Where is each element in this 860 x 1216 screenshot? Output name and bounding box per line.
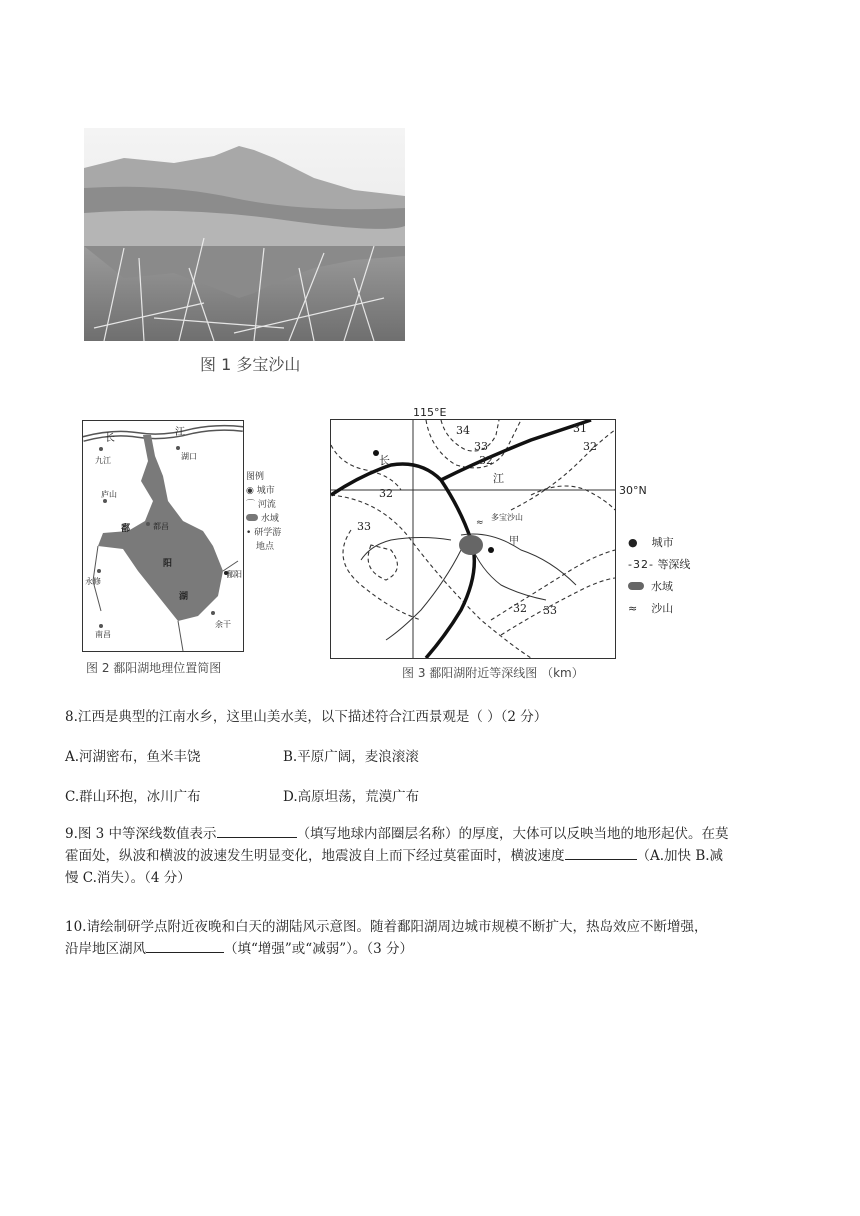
water-icon xyxy=(628,582,644,590)
contour-33a: 33 xyxy=(474,440,488,453)
sand-icon: ≈ xyxy=(628,602,638,615)
q9-text-1: 9.图 3 中等深线数值表示 xyxy=(65,826,217,842)
figure3-caption: 图 3 鄱阳湖附近等深线图 （km） xyxy=(402,666,584,680)
label-po: 鄱 xyxy=(121,524,131,534)
label-jiang: 江 xyxy=(175,427,185,438)
q8-option-b: B.平原广阔，麦浪滚滚 xyxy=(283,749,419,765)
q8-option-a: A.河湖密布，鱼米丰饶 xyxy=(65,749,201,765)
label-poyang-city: 鄱阳 xyxy=(226,570,242,579)
q9-blank-2[interactable] xyxy=(565,845,637,860)
legend-water: 水域 xyxy=(651,580,673,593)
contour-32b: 32 xyxy=(583,440,597,453)
label-chang: 长 xyxy=(105,433,115,444)
q8-option-c: C.群山环抱，冰川广布 xyxy=(65,789,201,805)
legend-study: 研学游 xyxy=(254,528,282,538)
lat-label: 30°N xyxy=(619,484,647,497)
label-lushan: 庐山 xyxy=(101,490,117,499)
label-yang: 阳 xyxy=(163,559,173,569)
poyang-location-map xyxy=(82,420,244,652)
label-nanchang: 南昌 xyxy=(95,630,111,639)
legend-study-2: 地点 xyxy=(256,542,275,552)
city-dot-icon: ◉ xyxy=(246,486,254,496)
contour-31: 31 xyxy=(573,422,587,435)
isobath-map xyxy=(330,406,647,659)
label-hukou: 湖口 xyxy=(181,452,197,461)
city-icon: ● xyxy=(628,536,638,549)
q9-blank-1[interactable] xyxy=(217,823,297,838)
legend-sand: 沙山 xyxy=(651,602,674,615)
question-9 xyxy=(65,823,805,889)
figure1-caption: 图 1 多宝沙山 xyxy=(200,355,301,374)
study-point-icon: • xyxy=(246,528,252,538)
label-jia: 甲 xyxy=(509,536,519,547)
water-icon xyxy=(246,514,258,521)
sand-mountain-label: 多宝沙山 xyxy=(491,513,523,522)
legend-city: 城市 xyxy=(256,486,275,496)
q10-blank[interactable] xyxy=(146,938,224,953)
q9-text-3: 霍面处，纵波和横波的波速发生明显变化，地震波自上而下经过莫霍面时，横波速度 xyxy=(65,848,565,864)
q9-text-2: （填写地球内部圈层名称）的厚度，大体可以反映当地的地形起伏。在莫 xyxy=(296,826,729,842)
question-8-stem: 8.江西是典型的江南水乡，这里山美水美，以下描述符合江西景观是（ ）（2 分） xyxy=(65,709,548,725)
contour-32a: 32 xyxy=(479,454,493,467)
label-chang: 长 xyxy=(379,454,390,467)
label-hu: 湖 xyxy=(179,592,189,602)
figure2-legend xyxy=(246,470,281,554)
svg-text:≈: ≈ xyxy=(476,518,484,528)
q8-option-d: D.高原坦荡，荒漠广布 xyxy=(283,789,420,805)
contour-32d: 32 xyxy=(513,602,527,615)
legend-isobath: 等深线 xyxy=(657,558,691,571)
contour-33b: 33 xyxy=(357,520,371,533)
label-jiang: 江 xyxy=(493,472,504,485)
legend-water: 水域 xyxy=(260,514,279,524)
label-jiujiang: 九江 xyxy=(95,456,111,465)
legend-river: 河流 xyxy=(257,500,276,510)
question-10 xyxy=(65,916,805,960)
legend-title: 图例 xyxy=(246,472,265,482)
isobath-sample: -32- xyxy=(628,558,654,571)
label-yongxiu: 永修 xyxy=(85,577,101,586)
sand-mountain-photo xyxy=(84,128,405,341)
label-yugan: 余干 xyxy=(215,620,231,629)
q10-text-1: 10.请绘制研学点附近夜晚和白天的湖陆风示意图。随着鄱阳湖周边城市规模不断扩大，热岛效应不断增强， xyxy=(65,919,708,935)
contour-33c: 33 xyxy=(543,604,557,617)
q10-text-3: （填“增强”或“减弱”）。（3 分） xyxy=(224,941,413,957)
figure3-legend xyxy=(628,532,690,620)
q9-text-4: （A.加快 B.减 xyxy=(636,848,724,864)
q10-text-2: 沿岸地区湖风 xyxy=(65,941,146,957)
contour-32c: 32 xyxy=(379,487,393,500)
river-icon: ⌒ xyxy=(246,500,256,510)
q9-text-5: 慢 C.消失）。（4 分） xyxy=(65,870,191,886)
lon-label: 115°E xyxy=(413,406,447,419)
contour-34: 34 xyxy=(456,424,470,437)
legend-city: 城市 xyxy=(651,536,674,549)
figure2-caption: 图 2 鄱阳湖地理位置简图 xyxy=(86,661,222,675)
label-duchang: 都昌 xyxy=(153,522,169,531)
